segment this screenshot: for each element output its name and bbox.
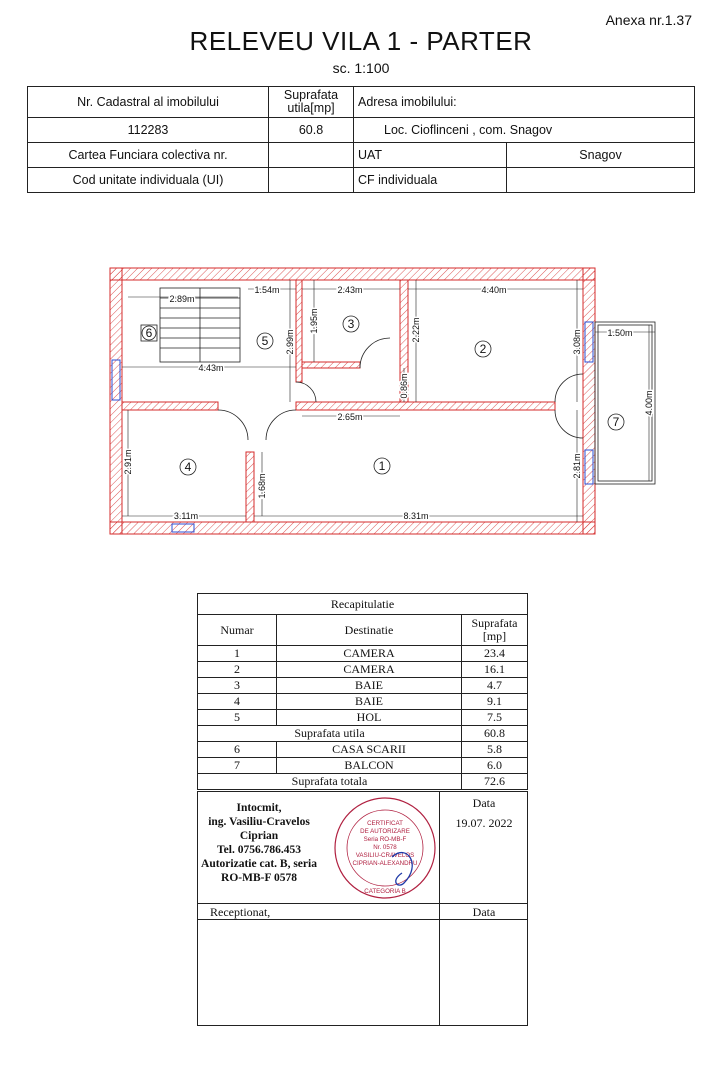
row-num: 3 bbox=[198, 678, 277, 694]
dim-room2-height: 3.08m bbox=[572, 329, 582, 355]
date-value: 19.07. 2022 bbox=[455, 816, 513, 830]
preparer-line: Autorizatie cat. B, seria bbox=[201, 858, 317, 870]
row-area: 7.5 bbox=[462, 710, 528, 726]
reception-label: Receptionat, bbox=[210, 905, 271, 919]
authorization-stamp bbox=[332, 795, 438, 901]
total-area-label: Suprafata totala bbox=[198, 774, 462, 790]
cadastral-label: Nr. Cadastral al imobilului bbox=[28, 87, 269, 118]
col-area bbox=[462, 615, 528, 646]
row-num: 7 bbox=[198, 758, 277, 774]
cf-value bbox=[507, 168, 695, 193]
table-row bbox=[198, 662, 528, 678]
dim-room2-height-inner: 2.22m bbox=[411, 317, 421, 343]
preparer-block bbox=[198, 801, 320, 885]
room-markers bbox=[141, 316, 624, 475]
room-number-3: 3 bbox=[347, 317, 355, 331]
row-num: 5 bbox=[198, 710, 277, 726]
author-box bbox=[197, 791, 528, 904]
row-num: 1 bbox=[198, 646, 277, 662]
dim-hall-width: 4.43m bbox=[198, 363, 224, 373]
stamp-line: Seria RO-MB-F bbox=[363, 836, 407, 843]
stamp-line: CATEGORIA B bbox=[364, 888, 406, 895]
room-number-4: 4 bbox=[184, 460, 192, 474]
row-area: 6.0 bbox=[462, 758, 528, 774]
unit-code-value bbox=[269, 168, 354, 193]
dim-room4-width: 3.11m bbox=[173, 511, 199, 521]
row-dest: BALCON bbox=[277, 758, 462, 774]
scale-label: sc. 1:100 bbox=[332, 60, 390, 76]
uat-value: Snagov bbox=[507, 143, 695, 168]
row-dest: CAMERA bbox=[277, 646, 462, 662]
table-row bbox=[198, 758, 528, 774]
dim-balcony-width: 1.50m bbox=[607, 328, 633, 338]
preparer-line: Intocmit, bbox=[236, 802, 282, 814]
dim-hall-height: 2.99m bbox=[285, 329, 295, 355]
dim-bath3-width: 2.43m bbox=[337, 285, 363, 295]
stamp-line: VASILIU-CRAVELOS bbox=[355, 852, 415, 859]
address-value: Loc. Cioflinceni , com. Snagov bbox=[354, 118, 695, 143]
dim-room1-width: 8.31m bbox=[403, 511, 429, 521]
dim-stair-width: 2.89m bbox=[169, 294, 195, 304]
property-info-table bbox=[27, 86, 695, 193]
windows bbox=[112, 322, 593, 532]
area-value: 60.8 bbox=[269, 118, 354, 143]
stamp-line: CIPRIAN-ALEXANDRU bbox=[352, 860, 418, 867]
table-row bbox=[198, 646, 528, 662]
page-title: RELEVEU VILA 1 - PARTER bbox=[189, 26, 533, 56]
useful-area-row bbox=[198, 726, 528, 742]
row-area: 23.4 bbox=[462, 646, 528, 662]
col-destination: Destinatie bbox=[277, 615, 462, 646]
dim-hall-top: 1.54m bbox=[254, 285, 280, 295]
row-dest: BAIE bbox=[277, 678, 462, 694]
preparer-line: RO-MB-F 0578 bbox=[221, 872, 297, 884]
room-number-6: 6 bbox=[145, 326, 153, 340]
cf-label: CF individuala bbox=[354, 168, 507, 193]
dim-room1-partition: 1.68m bbox=[257, 473, 267, 499]
dim-room2-width: 4.40m bbox=[481, 285, 507, 295]
useful-area-label: Suprafata utila bbox=[198, 726, 462, 742]
land-book-label: Cartea Funciara colectiva nr. bbox=[28, 143, 269, 168]
cadastral-value: 112283 bbox=[28, 118, 269, 143]
land-book-value bbox=[269, 143, 354, 168]
col-area-line2: [mp] bbox=[482, 629, 507, 643]
table-row bbox=[198, 694, 528, 710]
total-area-value: 72.6 bbox=[462, 774, 528, 790]
row-area: 16.1 bbox=[462, 662, 528, 678]
row-dest: HOL bbox=[277, 710, 462, 726]
reception-date-label: Data bbox=[472, 905, 496, 919]
row-area: 4.7 bbox=[462, 678, 528, 694]
room-number-5: 5 bbox=[261, 334, 269, 348]
useful-area-value: 60.8 bbox=[462, 726, 528, 742]
area-label-line2: utila[mp] bbox=[287, 101, 335, 115]
stamp-line: Nr. 0578 bbox=[373, 844, 397, 851]
row-area: 5.8 bbox=[462, 742, 528, 758]
address-label: Adresa imobilului: bbox=[354, 87, 695, 118]
reception-box bbox=[197, 903, 528, 1026]
room-number-2: 2 bbox=[479, 342, 487, 356]
preparer-line: ing. Vasiliu-Cravelos bbox=[208, 816, 310, 828]
row-num: 6 bbox=[198, 742, 277, 758]
row-dest: CASA SCARII bbox=[277, 742, 462, 758]
annex-number: Anexa nr.1.37 bbox=[605, 12, 692, 28]
dim-room1-height: 2.81m bbox=[572, 453, 582, 479]
unit-code-label: Cod unitate individuala (UI) bbox=[28, 168, 269, 193]
uat-label: UAT bbox=[354, 143, 507, 168]
dim-balcony-height: 4.00m bbox=[644, 390, 654, 416]
area-label bbox=[269, 87, 354, 118]
dim-corridor: 2.65m bbox=[337, 412, 363, 422]
room-number-7: 7 bbox=[612, 415, 620, 429]
row-num: 4 bbox=[198, 694, 277, 710]
dimension-lines bbox=[122, 280, 655, 522]
row-num: 2 bbox=[198, 662, 277, 678]
floor-plan bbox=[0, 250, 722, 550]
room-number-1: 1 bbox=[378, 459, 386, 473]
dim-wall-gap: 0.86m bbox=[399, 373, 409, 399]
preparer-line: Ciprian bbox=[239, 830, 279, 842]
row-dest: CAMERA bbox=[277, 662, 462, 678]
date-label: Data bbox=[472, 796, 496, 810]
stamp-line: DE AUTORIZARE bbox=[360, 828, 410, 835]
recap-table bbox=[197, 593, 528, 790]
preparer-phone: Tel. 0756.786.453 bbox=[217, 844, 301, 856]
table-row bbox=[198, 678, 528, 694]
recap-title: Recapitulatie bbox=[198, 594, 528, 615]
table-row bbox=[198, 710, 528, 726]
row-dest: BAIE bbox=[277, 694, 462, 710]
area-label-line1: Suprafata bbox=[283, 88, 339, 102]
dim-room4-height: 2.91m bbox=[123, 449, 133, 475]
col-number: Numar bbox=[198, 615, 277, 646]
row-area: 9.1 bbox=[462, 694, 528, 710]
dim-bath3-height: 1.95m bbox=[309, 308, 319, 334]
table-row bbox=[198, 742, 528, 758]
total-area-row bbox=[198, 774, 528, 790]
stamp-line: CERTIFICAT bbox=[367, 820, 403, 827]
col-area-line1: Suprafata bbox=[471, 616, 518, 630]
